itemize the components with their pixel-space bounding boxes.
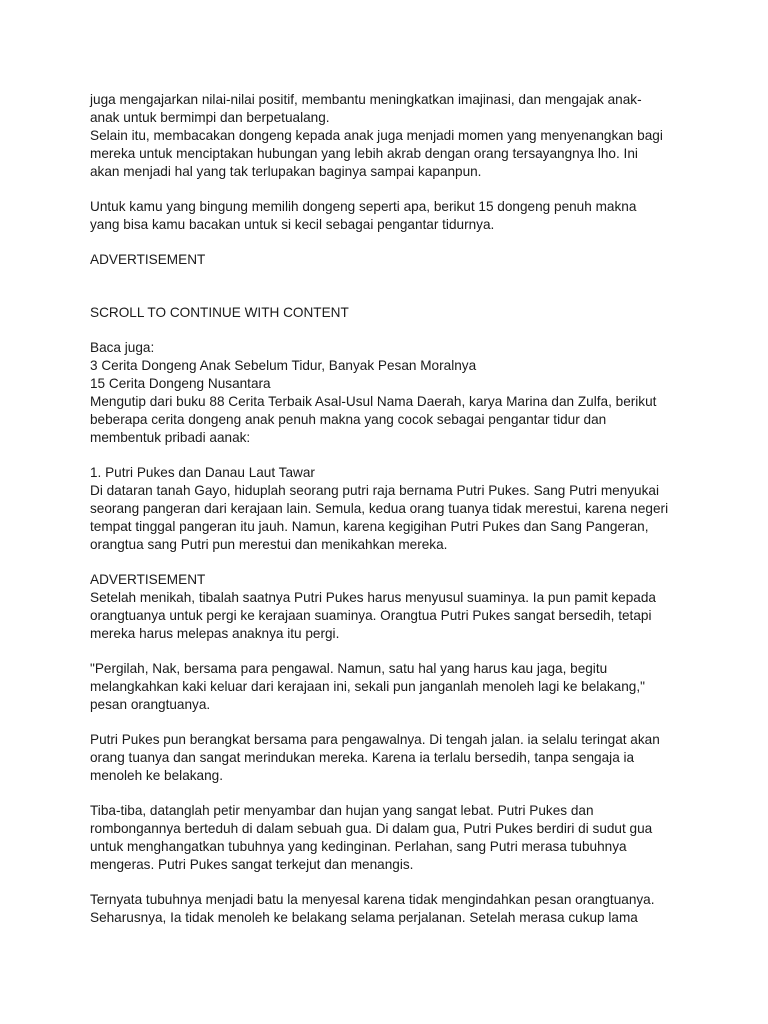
text-line: Untuk kamu yang bingung memilih dongeng seperti apa, berikut 15 dongeng penuh makna (90, 199, 637, 214)
text-line: yang bisa kamu bacakan untuk si kecil sebagai pengantar tidurnya. (90, 217, 495, 232)
stone-paragraph (90, 891, 690, 927)
text-line: tempat tinggal pangeran itu jauh. Namun, karena kegigihan Putri Pukes dan Sang Pangeran, (90, 519, 649, 534)
text-line: juga mengajarkan nilai-nilai positif, membantu meningkatkan imajinasi, dan mengajak anak- (90, 92, 642, 107)
choose-story-paragraph (90, 198, 690, 234)
paragraph-gap (90, 554, 690, 571)
text-line: SCROLL TO CONTINUE WITH CONTENT (90, 305, 349, 320)
text-line: pesan orangtuanya. (90, 697, 211, 712)
story-one-paragraph (90, 464, 690, 554)
read-also-section (90, 339, 690, 447)
intro-paragraph (90, 91, 690, 181)
paragraph-gap (90, 322, 690, 339)
paragraph-gap (90, 181, 690, 198)
paragraph-gap (90, 234, 690, 251)
text-line: akan menjadi hal yang tak terlupakan baginya sampai kapanpun. (90, 164, 482, 179)
paragraph-gap (90, 269, 690, 304)
text-line: menoleh ke belakang. (90, 768, 224, 783)
scroll-to-continue-label (90, 304, 690, 322)
advertisement-label: ADVERTISEMENT (90, 572, 206, 587)
text-line: Selain itu, membacakan dongeng kepada anak juga menjadi momen yang menyenangkan bagi (90, 128, 663, 143)
text-line: mereka untuk menciptakan hubungan yang lebih akrab dengan orang tersayangnya lho. Ini (90, 146, 638, 161)
text-line: mereka harus melepas anaknya itu pergi. (90, 626, 340, 641)
text-line: melangkahkan kaki keluar dari kerajaan ini, sekali pun janganlah menoleh lagi ke belakang," (90, 679, 645, 694)
text-line: mengeras. Putri Pukes sangat terkejut dan menangis. (90, 857, 414, 872)
text-line: Mengutip dari buku 88 Cerita Terbaik Asal-Usul Nama Daerah, karya Marina dan Zulfa, berikut (90, 394, 657, 409)
journey-paragraph (90, 731, 690, 785)
text-line: untuk menghangatkan tubuhnya yang kedinginan. Perlahan, sang Putri merasa tubuhnya (90, 839, 627, 854)
paragraph-gap (90, 447, 690, 464)
parents-message-paragraph (90, 660, 690, 714)
text-line: orangtuanya untuk pergi ke kerajaan suaminya. Orangtua Putri Pukes sangat bersedih, tetapi (90, 608, 652, 623)
text-line: Seharusnya, Ia tidak menoleh ke belakang selama perjalanan. Setelah merasa cukup lama (90, 910, 638, 925)
text-line: Putri Pukes pun berangkat bersama para pengawalnya. Di tengah jalan. ia selalu teringat akan (90, 732, 660, 747)
text-line: orang tuanya dan sangat merindukan mereka. Karena ia terlalu bersedih, tanpa sengaja ia (90, 750, 635, 765)
story-title: 1. Putri Pukes dan Danau Laut Tawar (90, 465, 315, 480)
storm-paragraph (90, 802, 690, 874)
text-line: orangtua sang Putri pun merestui dan menikahkan mereka. (90, 537, 448, 552)
text-line: Di dataran tanah Gayo, hiduplah seorang putri raja bernama Putri Pukes. Sang Putri menyukai (90, 483, 659, 498)
related-article-link[interactable]: 15 Cerita Dongeng Nusantara (90, 376, 271, 391)
after-marriage-paragraph (90, 571, 690, 643)
advertisement-label (90, 251, 690, 269)
text-line: beberapa cerita dongeng anak penuh makna yang cocok sebagai pengantar tidur dan (90, 412, 607, 427)
text-line: Ternyata tubuhnya menjadi batu la menyesal karena tidak mengindahkan pesan orangtuanya. (90, 892, 655, 907)
text-line: rombongannya berteduh di dalam sebuah gua. Di dalam gua, Putri Pukes berdiri di sudut gua (90, 821, 653, 836)
text-line: Setelah menikah, tibalah saatnya Putri Pukes harus menyusul suaminya. Ia pun pamit kepada (90, 590, 656, 605)
paragraph-gap (90, 874, 690, 891)
paragraph-gap (90, 785, 690, 802)
read-also-heading: Baca juga: (90, 340, 155, 355)
related-article-link[interactable]: 3 Cerita Dongeng Anak Sebelum Tidur, Banyak Pesan Moralnya (90, 358, 477, 373)
text-line: ADVERTISEMENT (90, 252, 206, 267)
text-line: membentuk pribadi aanak: (90, 430, 251, 445)
text-line: anak untuk bermimpi dan berpetualang. (90, 110, 330, 125)
text-line: Tiba-tiba, datanglah petir menyambar dan hujan yang sangat lebat. Putri Pukes dan (90, 803, 594, 818)
text-line: seorang pangeran dari kerajaan lain. Semula, kedua orang tuanya tidak merestui, karena negeri (90, 501, 669, 516)
document-body (90, 91, 690, 927)
paragraph-gap (90, 714, 690, 731)
paragraph-gap (90, 643, 690, 660)
text-line: "Pergilah, Nak, bersama para pengawal. Namun, satu hal yang harus kau jaga, begitu (90, 661, 608, 676)
